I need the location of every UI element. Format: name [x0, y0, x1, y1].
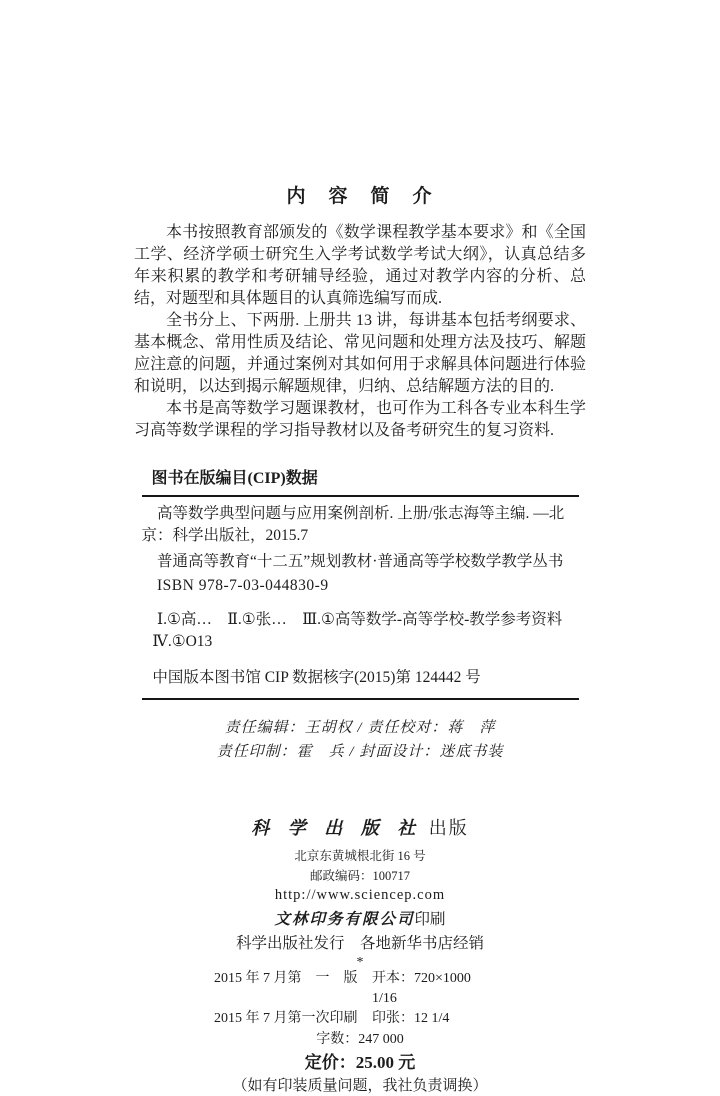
cip-record-number: 中国版本图书馆 CIP 数据核字(2015)第 124442 号 [152, 669, 481, 686]
format-spec: 开本：720×1000 1/16 [372, 971, 485, 1006]
printing-row [214, 1009, 506, 1029]
intro-paragraph-2: 全书分上、下两册. 上册共 13 讲，每讲基本包括考纲要求、基本概念、常用性质及结论、常见问题和处理方法及技巧、解题应注意的问题，并通过案例对其如何用于求解具体问题进行体验和说明，以达到揭示解题规律，归纳、总结解题方法的目的. [134, 312, 586, 395]
cip-entry-title: 高等数学典型问题与应用案例剖析. 上册/张志海等主编. —北京：科学出版社，2015.7 [141, 505, 565, 544]
cip-data-box [142, 468, 579, 700]
publisher-postcode: 邮政编码：100717 [309, 869, 410, 883]
cip-bottom-rule [142, 698, 579, 700]
content-intro-title: 内 容 简 介 [286, 186, 434, 207]
imprint-separator-asterisk: * [356, 955, 364, 970]
cip-entry-series: 普通高等教育“十二五”规划教材·普通高等学校数学教学丛书 [157, 553, 564, 570]
distribution-line: 科学出版社发行 各地新华书店经销 [235, 935, 484, 952]
cip-entry-classification-1: Ⅰ.①高… Ⅱ.①张… Ⅲ.①高等数学-高等学校-教学参考资料 [157, 611, 563, 628]
sheet-count: 印张：12 1/4 [372, 1011, 450, 1026]
cip-entry-isbn: ISBN 978-7-03-044830-9 [157, 577, 329, 594]
publisher-suffix: 出版 [422, 818, 469, 838]
content-intro-body [134, 222, 586, 442]
staff-credits [0, 716, 720, 764]
intro-paragraph-3: 本书是高等数学习题课教材，也可作为工科各专业本科生学习高等数学课程的学习指导教材以及备考研究生的复习资料. [134, 400, 586, 439]
credits-line-printing: 责任印制：霍 兵 / 封面设计：迷底书装 [216, 744, 504, 760]
credits-line-editor: 责任编辑：王胡权 / 责任校对：蒋 萍 [224, 720, 496, 736]
printer-line [0, 907, 720, 929]
cip-heading: 图书在版编目(CIP)数据 [151, 470, 318, 487]
edition-date: 2015 年 7 月第 一 版 [214, 971, 358, 986]
printing-date: 2015 年 7 月第一次印刷 [214, 1011, 358, 1026]
cip-entry-classification-2: Ⅳ.①O13 [152, 633, 213, 650]
publisher-logo: 科 学 出 版 社 [251, 818, 423, 838]
price: 定价：25.00 元 [304, 1053, 416, 1072]
publisher-url: http://www.sciencep.com [274, 887, 446, 903]
publisher-address: 北京东黄城根北街 16 号 [294, 849, 426, 863]
publisher-line [0, 814, 720, 840]
printer-suffix: 印刷 [414, 911, 446, 928]
quality-note: （如有印装质量问题，我社负责调换） [232, 1078, 488, 1094]
cip-top-rule [142, 495, 579, 497]
intro-paragraph-1: 本书按照教育部颁发的《数学课程教学基本要求》和《全国工学、经济学硕士研究生入学考试数学考试大纲》，认真总结多年来积累的教学和考研辅导经验，通过对教学内容的分析、总结，对题型和具体题目的认真筛选编写而成. [134, 224, 586, 307]
edition-row [214, 969, 506, 1009]
printer-logo: 文林印务有限公司 [274, 911, 415, 928]
publisher-imprint [0, 814, 720, 969]
print-info-block [0, 969, 720, 1096]
word-count: 字数：247 000 [316, 1032, 404, 1047]
